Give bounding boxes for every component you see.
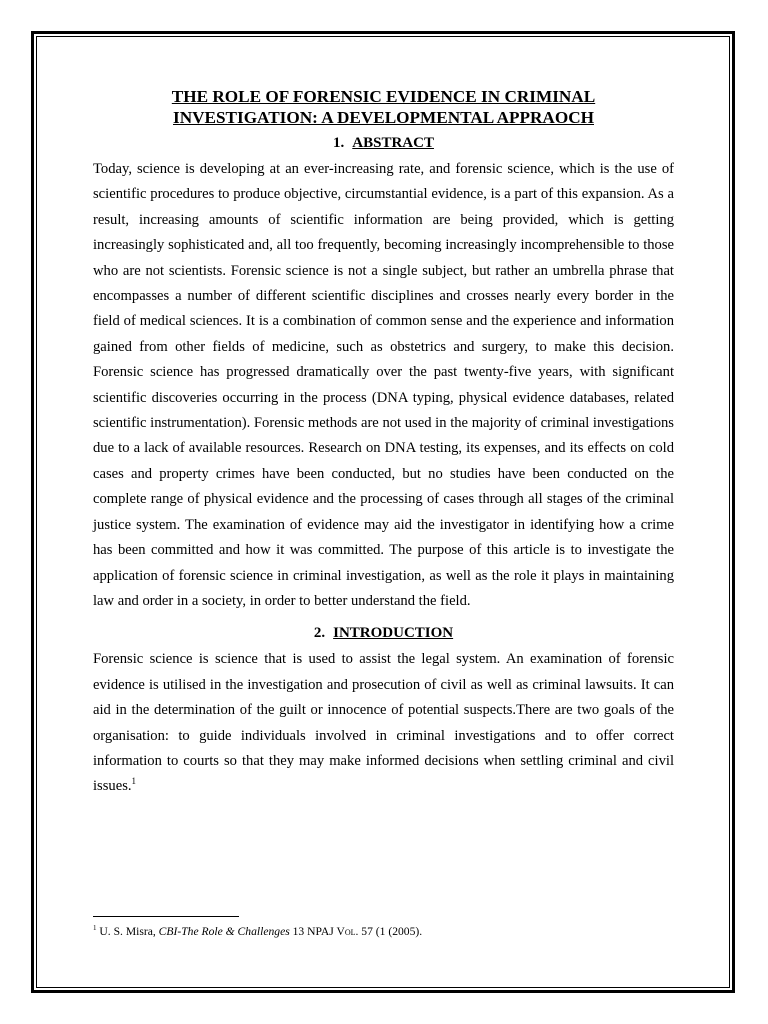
footnote-citation-smallcaps: ol (344, 924, 356, 938)
footnote-reference[interactable]: 1 (131, 776, 137, 787)
section-title: INTRODUCTION (333, 625, 454, 642)
document-title (93, 86, 674, 128)
abstract-paragraph: Today, science is developing at an ever-increasing rate, and forensic science, which is the use of scientific procedures to produce objective, circumstantial evidence, is a part of this expansion. As a result, increasing amounts of scientific information are being provided, which is getting increasingly sophisticated and, all too frequently, becoming increasingly incomprehensible to those who are not scientists. Forensic science is not a single subject, but rather an umbrella phrase that encompasses a number of different scientific disciplines and crosses nearly every border in the field of medical sciences. It is a combination of common sense and the experience and information gained from other fields of medicine, such as obstetrics and surgery, to make this decision. Forensic science has progressed dramatically over the past twenty-five years, with significant scientific discoveries occurring in the process (DNA typing, physical evidence databases, related scientific instrumentation). Forensic methods are not used in the majority of criminal investigations due to a lack of available resources. Research on DNA testing, its expenses, and its effects on cold cases and property crimes have been conducted, but no studies have been conducted on the complete range of physical evidence and the processing of cases through all stages of the criminal justice system. The examination of evidence may aid the investigator in identifying how a crime has been committed and how it was committed. The purpose of this article is to investigate the application of forensic science in criminal investigation, as well as the role it plays in maintaining law and order in a society, in order to better understand the field. (93, 161, 674, 609)
introduction-text: Forensic science is science that is used to assist the legal system. An examination of forensic evidence is utilised in the investigation and prosecution of civil as well as criminal lawsuits. It can aid in the determination of the guilt or innocence of potential suspects.There are two goals of the organisation: to guide individuals involved in criminal investigations and to offer correct information to courts so that they may make informed decisions when settling criminal and civil issues. (93, 651, 674, 795)
section-number: 2. (313, 625, 326, 642)
section-number: 1. (333, 135, 345, 151)
footnote-citation-pre: 13 NPAJ V (289, 924, 345, 938)
section-heading-abstract (93, 134, 674, 152)
footnote-citation-post: . 57 (1 (2005). (355, 924, 423, 938)
section-heading-introduction (93, 624, 674, 642)
document-body (93, 86, 674, 800)
footnote (93, 921, 422, 939)
introduction-paragraph (93, 647, 674, 799)
footnote-work-title: CBI-The Role & Challenges (158, 924, 290, 938)
footnote-separator (93, 916, 239, 917)
footnote-marker: 1 (93, 924, 97, 932)
title-line-1: THE ROLE OF FORENSIC EVIDENCE IN CRIMINAL (171, 87, 596, 106)
footnote-author: U. S. Misra, (96, 924, 159, 938)
section-title: ABSTRACT (352, 135, 434, 151)
title-line-2: INVESTIGATION: A DEVELOPMENTAL APPRAOCH (173, 108, 594, 127)
